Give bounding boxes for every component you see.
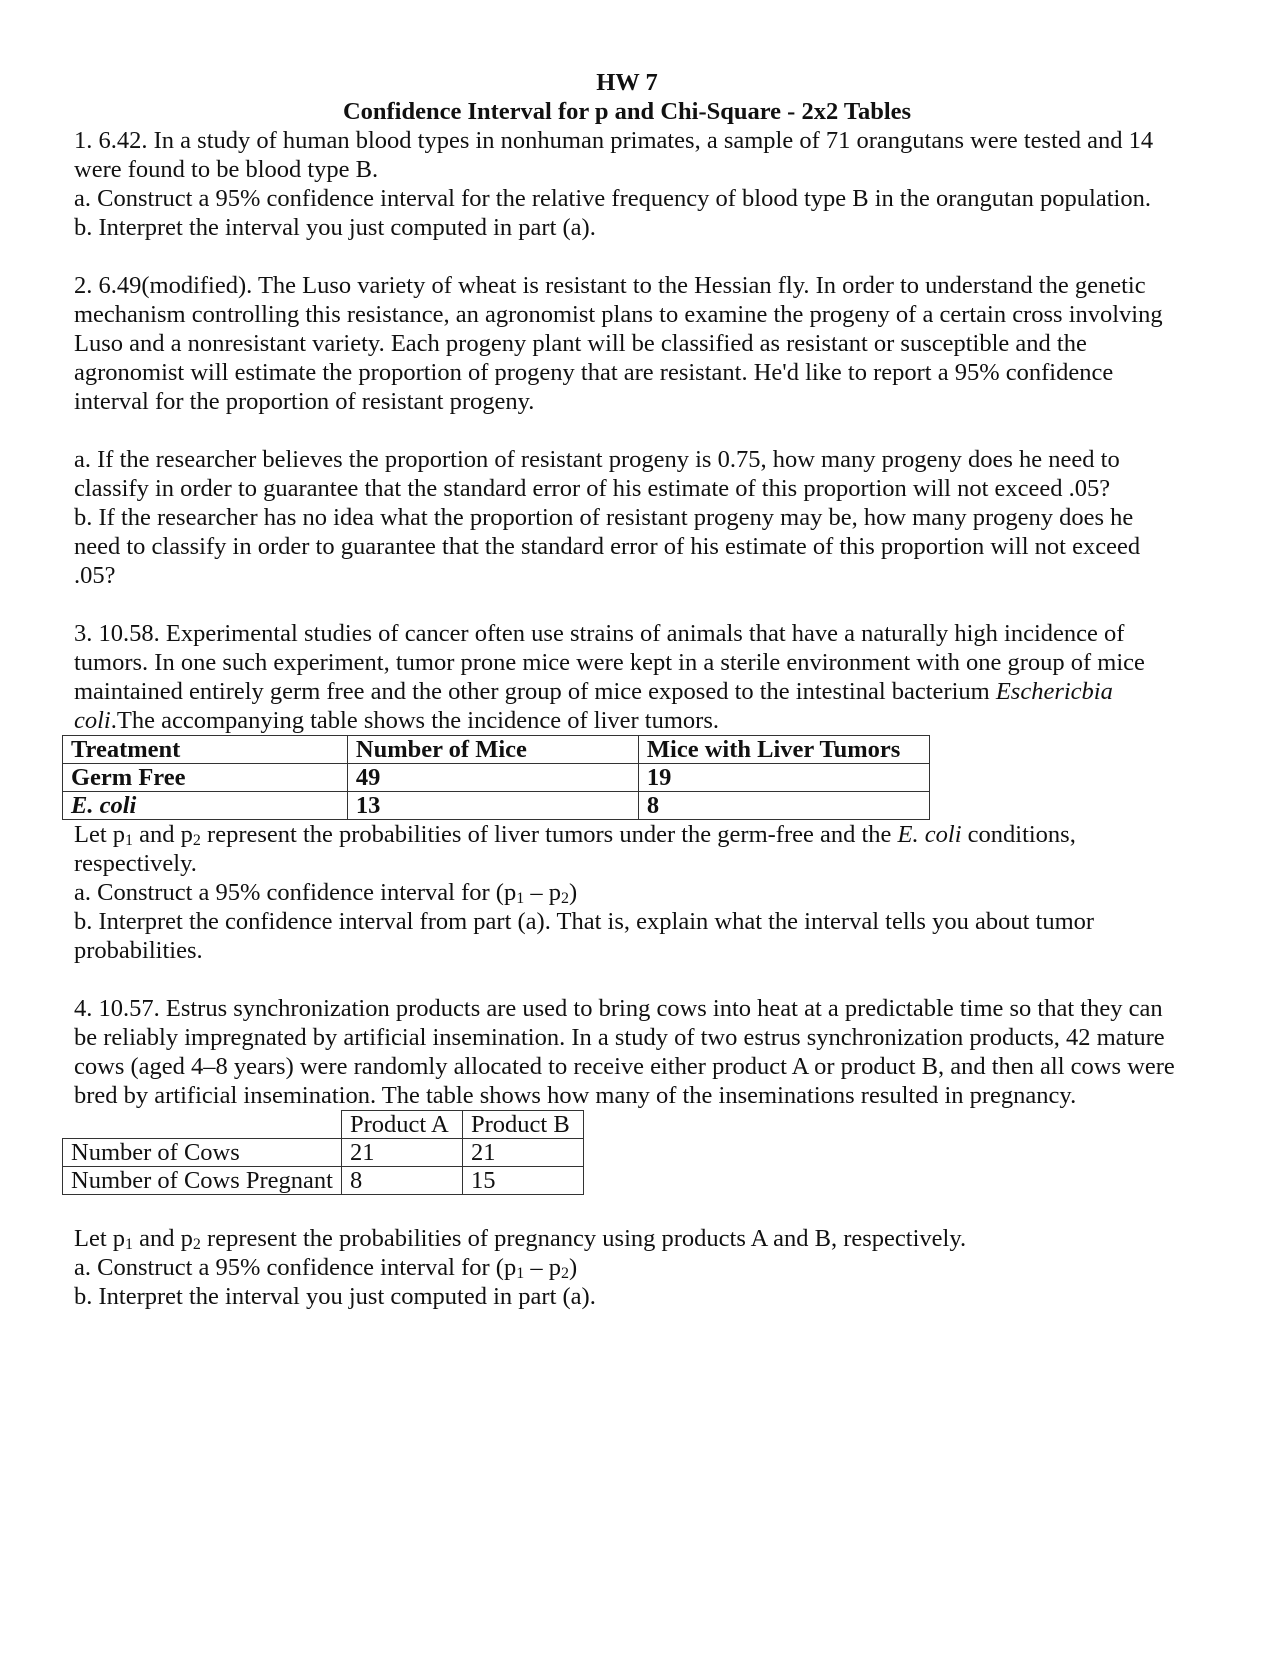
table-header-cell: Mice with Liver Tumors bbox=[638, 736, 929, 764]
problem-3-intro-species: Eschericbia coli bbox=[74, 678, 1113, 734]
subscript: 1 bbox=[125, 832, 134, 849]
problem-4-let-statement bbox=[74, 1224, 1180, 1253]
pregnancy-table bbox=[62, 1110, 584, 1195]
problem-4 bbox=[71, 994, 1180, 1311]
problem-4-part-b: b. Interpret the interval you just computed in part (a). bbox=[74, 1283, 596, 1310]
subscript: 1 bbox=[516, 890, 525, 907]
let-text: Let p bbox=[74, 821, 126, 848]
let-text: Let p bbox=[74, 1225, 126, 1252]
table-row bbox=[63, 1167, 584, 1195]
let-species: E. coli bbox=[897, 821, 962, 848]
page-title: HW 7 bbox=[596, 69, 658, 96]
table-cell: 49 bbox=[347, 764, 638, 792]
problem-3-intro-start: 3. 10.58. Experimental studies of cancer often use strains of animals that have a naturally high incidence of tumors. In one such experiment, tumor prone mice were kept in a sterile environment with one group of mice maintained entirely germ free and the other group of mice exposed to the intestinal bacterium bbox=[74, 620, 1145, 705]
table-row bbox=[63, 1139, 584, 1167]
table-header-cell bbox=[63, 1111, 342, 1139]
table-cell: 21 bbox=[463, 1139, 584, 1167]
table-cell: 8 bbox=[638, 792, 929, 820]
problem-4-intro: 4. 10.57. Estrus synchronization products are used to bring cows into heat at a predictable time so that they can be reliably impregnated by artificial insemination. In a study of two estrus synchronization products, 42 mature cows (aged 4–8 years) were randomly allocated to receive either product A or product B, and then all cows were bred by artificial insemination. The table shows how many of the inseminations resulted in pregnancy. bbox=[74, 995, 1175, 1109]
table-cell: Number of Cows Pregnant bbox=[63, 1167, 342, 1195]
table-cell: E. coli bbox=[63, 792, 348, 820]
problem-2-part-a: a. If the researcher believes the proportion of resistant progeny is 0.75, how many progeny does he need to classify in order to guarantee that the standard error of his estimate of this proportion will not exceed .05? bbox=[74, 446, 1120, 502]
part-a-text: a. Construct a 95% confidence interval for (p bbox=[74, 1254, 517, 1281]
spacer bbox=[74, 1195, 1180, 1224]
table-cell: 15 bbox=[463, 1167, 584, 1195]
table-header-row bbox=[63, 736, 930, 764]
problem-2-part-b: b. If the researcher has no idea what the proportion of resistant progeny may be, how many progeny does he need to classify in order to guarantee that the standard error of his estimate of this proportion will not exceed .05? bbox=[74, 504, 1141, 589]
table-cell: 21 bbox=[342, 1139, 463, 1167]
let-text: represent the probabilities of pregnancy using products A and B, respectively. bbox=[200, 1225, 967, 1252]
part-a-text: – p bbox=[524, 1254, 561, 1281]
subscript: 2 bbox=[560, 890, 569, 907]
let-text: conditions, respectively. bbox=[74, 821, 1076, 877]
page-subtitle: Confidence Interval for p and Chi-Square - 2x2 Tables bbox=[342, 98, 912, 125]
problem-3 bbox=[71, 619, 1180, 965]
let-text: and p bbox=[133, 821, 193, 848]
table-row bbox=[63, 792, 930, 820]
problem-1-intro: 1. 6.42. In a study of human blood types in nonhuman primates, a sample of 71 orangutans were tested and 14 were found to be blood type B. bbox=[74, 127, 1154, 183]
table-header-cell: Treatment bbox=[63, 736, 348, 764]
table-cell: Germ Free bbox=[63, 764, 348, 792]
table-cell: 19 bbox=[638, 764, 929, 792]
subscript: 1 bbox=[516, 1265, 525, 1282]
part-a-text: a. Construct a 95% confidence interval for (p bbox=[74, 879, 517, 906]
problem-3-part-b: b. Interpret the confidence interval from part (a). That is, explain what the interval tells you about tumor probabilities. bbox=[74, 908, 1095, 964]
table-cell: 13 bbox=[347, 792, 638, 820]
table-header-cell: Product A bbox=[342, 1111, 463, 1139]
problem-4-part-a bbox=[74, 1253, 1180, 1282]
table-header-cell: Number of Mice bbox=[347, 736, 638, 764]
table-header-row bbox=[63, 1111, 584, 1139]
let-text: and p bbox=[133, 1225, 193, 1252]
problem-3-intro-end: .The accompanying table shows the incidence of liver tumors. bbox=[110, 707, 719, 734]
subscript: 2 bbox=[560, 1265, 569, 1282]
liver-tumor-table bbox=[62, 735, 930, 820]
table-cell: Number of Cows bbox=[63, 1139, 342, 1167]
problem-1 bbox=[74, 126, 1180, 242]
problem-3-let-statement bbox=[74, 820, 1180, 878]
subscript: 1 bbox=[125, 1236, 134, 1253]
subscript: 2 bbox=[192, 832, 201, 849]
part-a-text: ) bbox=[568, 879, 578, 906]
table-cell: 8 bbox=[342, 1167, 463, 1195]
problem-3-intro bbox=[74, 619, 1180, 735]
part-a-text: – p bbox=[524, 879, 561, 906]
problem-1-part-a: a. Construct a 95% confidence interval for the relative frequency of blood type B in the orangutan population. bbox=[74, 185, 1151, 212]
problem-2-intro: 2. 6.49(modified). The Luso variety of wheat is resistant to the Hessian fly. In order to understand the genetic mechanism controlling this resistance, an agronomist plans to examine the progeny of a certain cross involving Luso and a nonresistant variety. Each progeny plant will be classified as resistant or susceptible and the agronomist will estimate the proportion of progeny that are resistant. He'd like to report a 95% confidence interval for the proportion of resistant progeny. bbox=[74, 272, 1163, 415]
table-row bbox=[63, 764, 930, 792]
problem-1-part-b: b. Interpret the interval you just computed in part (a). bbox=[74, 214, 596, 241]
subscript: 2 bbox=[192, 1236, 201, 1253]
part-a-text: ) bbox=[568, 1254, 578, 1281]
table-header-cell: Product B bbox=[463, 1111, 584, 1139]
let-text: represent the probabilities of liver tumors under the germ-free and the bbox=[200, 821, 898, 848]
problem-2 bbox=[74, 271, 1180, 590]
problem-3-part-a bbox=[74, 878, 1180, 907]
